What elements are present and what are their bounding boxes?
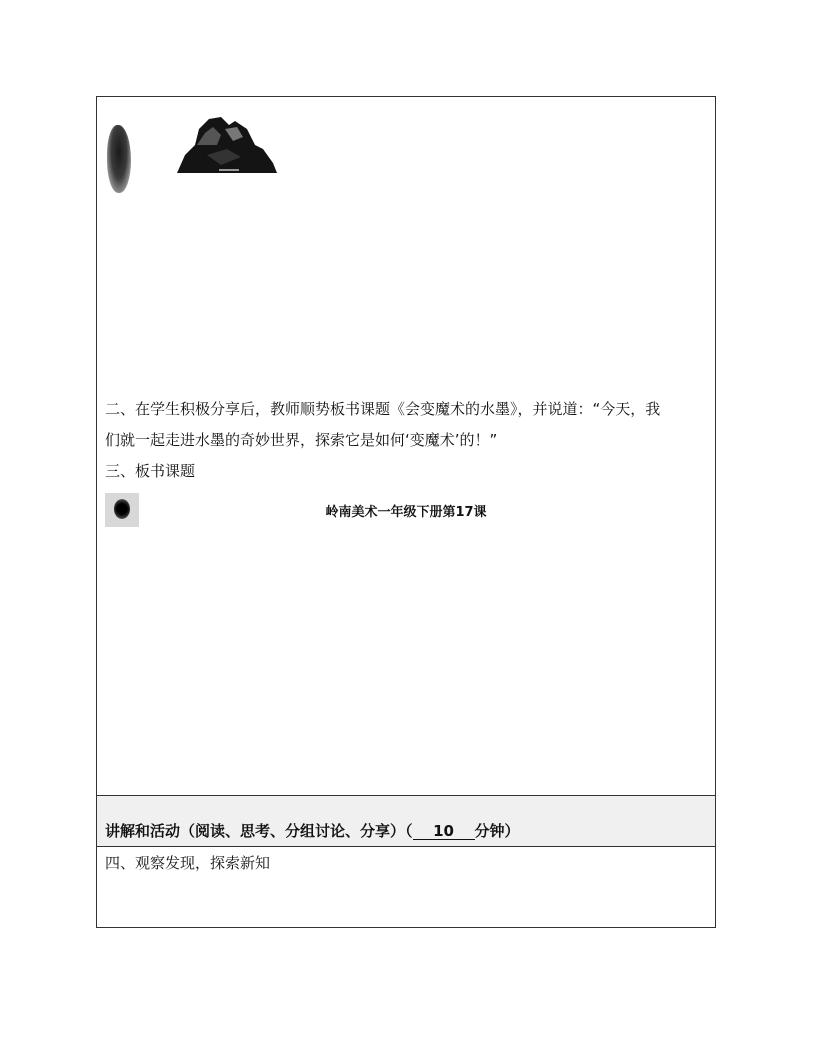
paragraph-line-1: 二、在学生积极分享后，教师顺势板书课题《会变魔术的水墨》，并说道：“今天，我 [105,400,661,418]
paragraph-line-2: 们就一起走进水墨的奇妙世界，探索它是如何‘变魔术’的！” [105,431,498,449]
ink-blob-image [107,125,131,193]
section-3-heading: 三、板书课题 [105,462,196,480]
activity-minutes: 10 [413,823,475,840]
board-title: 岭南美术一年级下册第17课 [325,505,487,520]
activity-label [105,820,520,841]
section-4-heading: 四、观察发现，探索新知 [105,854,271,872]
ink-mountain-image [177,115,277,175]
lesson-table [96,96,716,928]
activity-header-cell [97,795,715,847]
activity-label-prefix: 讲解和活动（阅读、思考、分组讨论、分享）（ [105,822,413,840]
content-cell [97,97,715,795]
teacher-introduction-paragraph [105,394,707,456]
observation-cell [97,847,715,927]
activity-label-suffix: 分钟） [474,822,520,840]
